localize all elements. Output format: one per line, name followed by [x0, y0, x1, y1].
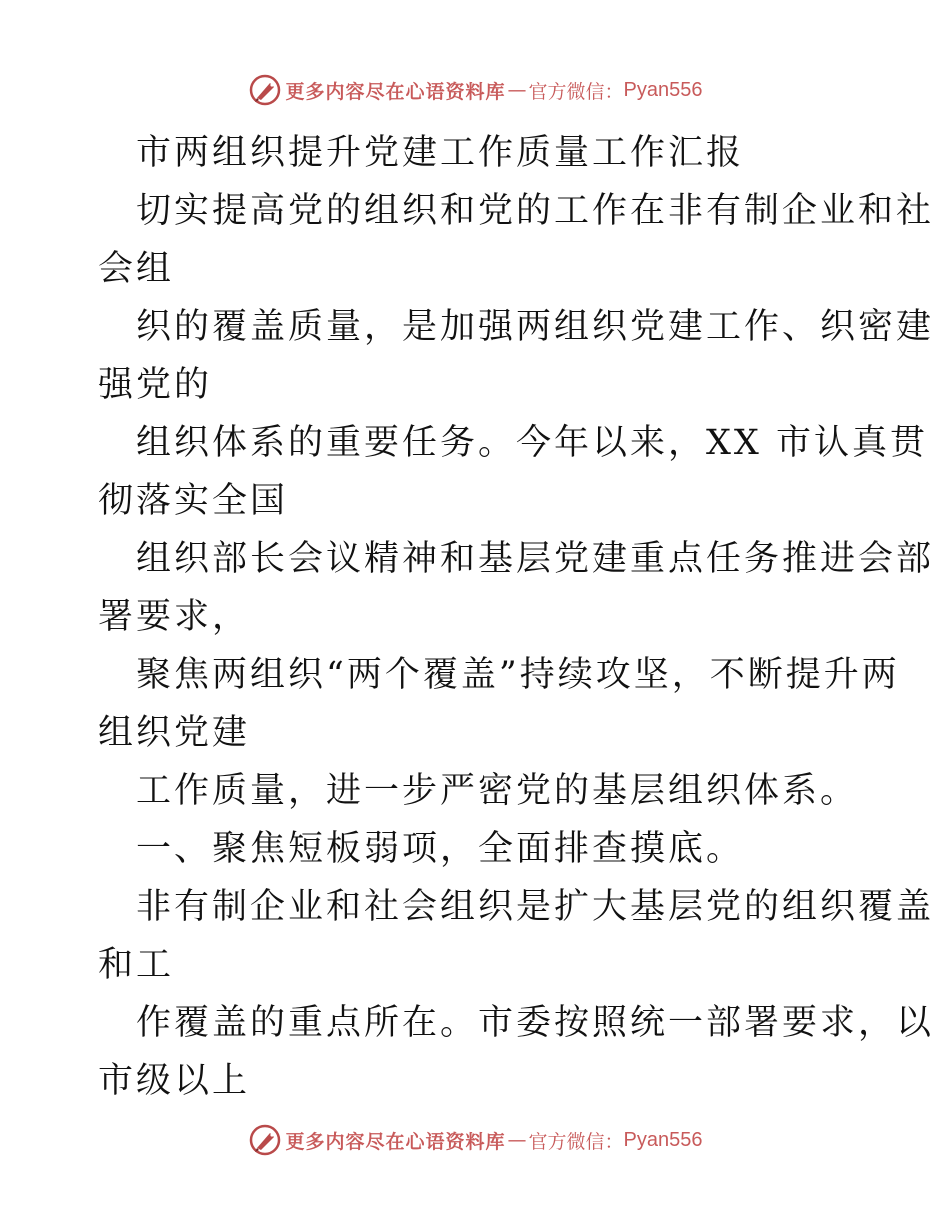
- watermark-wechat-id: Pyan556: [623, 78, 703, 101]
- text-line: 组织党建: [98, 713, 251, 753]
- watermark-wechat-label: 官方微信：: [528, 80, 624, 103]
- watermark-wechat-label: 官方微信：: [528, 1130, 624, 1153]
- text-line: 组织部长会议精神和基层党建重点任务推进会部: [136, 539, 935, 579]
- document-title: 市两组织提升党建工作质量工作汇报: [136, 133, 745, 173]
- text-line: 切实提高党的组织和党的工作在非有制企业和社: [136, 191, 935, 231]
- watermark-wechat-id: Pyan556: [623, 1128, 703, 1151]
- text-line: 署要求，: [98, 597, 251, 637]
- section-heading: 一、聚焦短板弱项，全面排查摸底。: [136, 829, 745, 869]
- watermark-separator: —: [507, 1129, 527, 1151]
- text-line: 市级以上: [98, 1061, 251, 1101]
- watermark-site-text: 更多内容尽在心语资料库: [285, 1130, 506, 1153]
- text-line: 工作质量，进一步严密党的基层组织体系。: [136, 771, 859, 811]
- text-line: 作覆盖的重点所在。市委按照统一部署要求，以: [136, 1003, 935, 1043]
- watermark-header: [0, 70, 950, 110]
- text-line: 聚焦两组织“两个覆盖”持续攻坚，不断提升两: [136, 655, 900, 695]
- watermark-separator: —: [507, 79, 527, 101]
- pen-logo-icon: [248, 73, 282, 107]
- watermark-site-text: 更多内容尽在心语资料库: [285, 80, 506, 103]
- pen-logo-icon: [248, 1123, 282, 1157]
- text-line: 织的覆盖质量，是加强两组织党建工作、织密建: [136, 307, 935, 347]
- watermark-footer: [0, 1120, 950, 1160]
- text-line: 彻落实全国: [98, 481, 289, 521]
- document-body: [98, 124, 935, 1110]
- text-line: 非有制企业和社会组织是扩大基层党的组织覆盖: [136, 887, 935, 927]
- text-line: 和工: [98, 945, 175, 985]
- text-line: 组织体系的重要任务。今年以来，XX 市认真贯: [136, 423, 928, 463]
- text-line: 会组: [98, 249, 175, 289]
- text-line: 强党的: [98, 365, 213, 405]
